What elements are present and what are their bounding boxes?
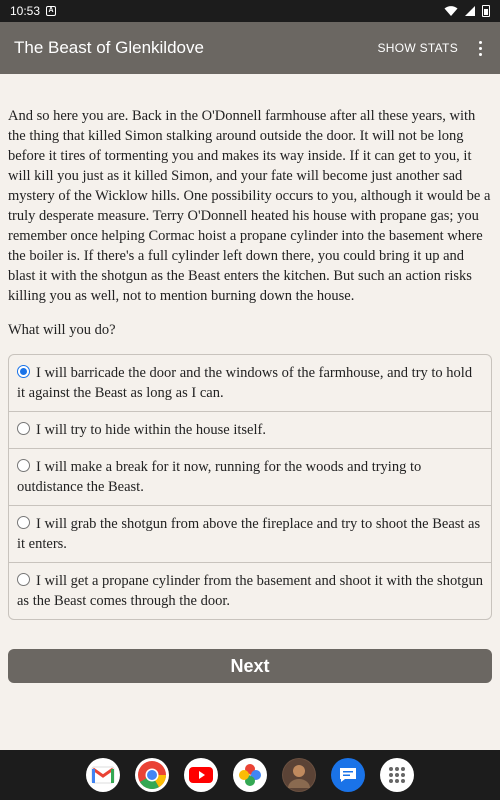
wifi-icon <box>444 5 458 17</box>
chrome-icon[interactable] <box>135 758 169 792</box>
choice-option[interactable] <box>9 448 491 505</box>
battery-icon <box>482 5 490 17</box>
choice-list <box>8 354 492 620</box>
choice-option[interactable] <box>9 411 491 448</box>
app-title: The Beast of Glenkildove <box>14 38 204 57</box>
choice-prompt: What will you do? <box>8 322 116 338</box>
choice-label: I will get a propane cylinder from the basement and shoot it with the shotgun as the Beast comes through the door. <box>17 573 483 609</box>
photos-icon[interactable] <box>233 758 267 792</box>
gmail-icon[interactable] <box>86 758 120 792</box>
choice-label: I will barricade the door and the windows of the farmhouse, and try to hold it against the Beast as long as I can. <box>17 365 473 401</box>
overflow-menu-icon[interactable] <box>474 41 486 56</box>
cellular-icon <box>464 5 476 17</box>
notification-icon: A <box>46 6 56 16</box>
youtube-icon[interactable] <box>184 758 218 792</box>
radio-button[interactable] <box>17 422 30 435</box>
status-indicators <box>444 5 490 17</box>
story-content <box>8 106 492 620</box>
status-bar <box>0 0 500 22</box>
choice-label: I will grab the shotgun from above the fireplace and try to shoot the Beast as it enters. <box>17 516 481 552</box>
status-time: 10:53 <box>10 4 41 18</box>
radio-button[interactable] <box>17 573 30 586</box>
story-text: And so here you are. Back in the O'Donnell farmhouse after all these years, with the thing that killed Simon stalking around outside the door. It will not be long before it tires of tormenting you and makes its way inside. If it can get to you, it will kill you just as it killed Simon, and your fate will become just another sad mystery of the Wicklow hills. One possibility occurs to you, although it would be a truly desperate measure. Terry O'Donnell heated his house with propane gas; you remember once helping Cormac hoist a propane cylinder into the basement where the boiler is. If there's a full cylinder left down there, you could bring it up and blast it with the shotgun as the Beast enters the kitchen. But such an action risks killing you as well, not to mention burning down the house. <box>8 108 491 304</box>
choice-option[interactable] <box>9 355 491 411</box>
radio-button[interactable] <box>17 459 30 472</box>
radio-button-selected[interactable] <box>17 365 30 378</box>
app-bar <box>0 22 500 74</box>
choice-option[interactable] <box>9 562 491 619</box>
app-drawer-icon[interactable] <box>380 758 414 792</box>
choice-option[interactable] <box>9 505 491 562</box>
choice-label: I will try to hide within the house itself. <box>36 422 266 438</box>
show-stats-button[interactable]: SHOW STATS <box>377 41 458 55</box>
choice-label: I will make a break for it now, running for the woods and trying to outdistance the Beast. <box>17 459 422 495</box>
app-dock <box>0 750 500 800</box>
next-button[interactable]: Next <box>8 649 492 683</box>
profile-avatar[interactable] <box>282 758 316 792</box>
messages-icon[interactable] <box>331 758 365 792</box>
radio-button[interactable] <box>17 516 30 529</box>
